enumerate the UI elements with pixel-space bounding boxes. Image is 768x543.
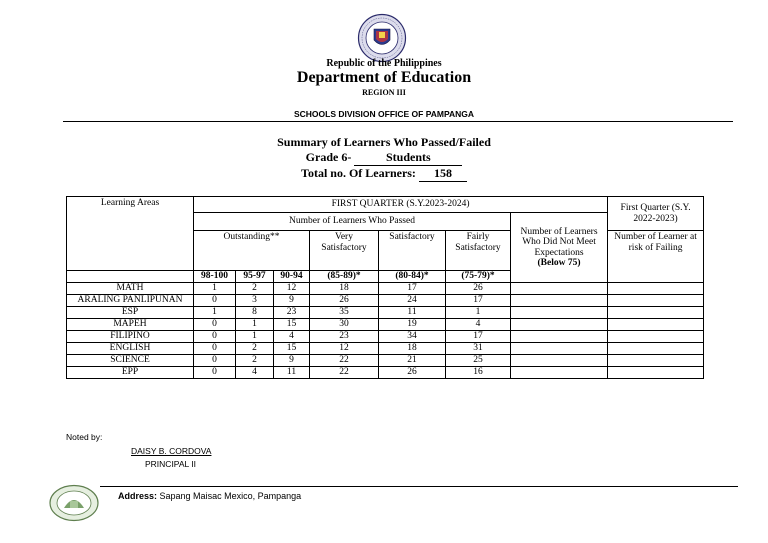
value-cell: 4 [446, 319, 511, 331]
value-cell: 23 [310, 331, 379, 343]
table-row [67, 319, 704, 331]
address-value: Sapang Maisac Mexico, Pampanga [159, 491, 302, 501]
first-quarter-header: FIRST QUARTER (S.Y.2023-2024) [194, 197, 608, 213]
table-row [67, 295, 704, 307]
value-cell: 15 [274, 319, 310, 331]
empty-cell [511, 367, 608, 379]
table-row [67, 355, 704, 367]
value-cell: 9 [274, 295, 310, 307]
address-label: Address: [118, 491, 158, 501]
division-heading: SCHOOLS DIVISION OFFICE OF PAMPANGA [293, 109, 475, 119]
area-cell: SCIENCE [67, 355, 194, 367]
empty-cell [608, 319, 704, 331]
value-cell: 30 [310, 319, 379, 331]
table-row [67, 307, 704, 319]
footer-divider [100, 486, 738, 487]
total-label: Total no. Of Learners: [301, 166, 416, 180]
value-cell: 8 [236, 307, 274, 319]
header-divider [63, 121, 733, 122]
empty-cell [511, 343, 608, 355]
learning-areas-header: Learning Areas [67, 197, 194, 271]
value-cell: 26 [310, 295, 379, 307]
first-quarter-prev-header: First Quarter (S.Y. 2022-2023) [608, 197, 704, 231]
empty-cell [511, 307, 608, 319]
learners-summary-table [66, 196, 704, 379]
value-cell: 21 [379, 355, 446, 367]
empty-cell [608, 307, 704, 319]
value-cell: 34 [379, 331, 446, 343]
value-cell: 25 [446, 355, 511, 367]
value-cell: 1 [194, 283, 236, 295]
signatory-name: DAISY B. CORDOVA [131, 446, 212, 456]
value-cell: 0 [194, 295, 236, 307]
value-cell: 12 [274, 283, 310, 295]
empty-cell [608, 295, 704, 307]
empty-cell [511, 283, 608, 295]
table-row [67, 283, 704, 295]
department-heading: Department of Education [296, 69, 472, 86]
grade-label: Grade 6- [305, 150, 352, 164]
area-cell: EPP [67, 367, 194, 379]
below-75-label: (Below 75) [537, 258, 581, 268]
value-cell: 0 [194, 343, 236, 355]
value-cell: 17 [379, 283, 446, 295]
value-cell: 4 [274, 331, 310, 343]
at-risk-header: Number of Learner at risk of Failing [608, 231, 704, 283]
grade-line [0, 150, 768, 166]
value-cell: 12 [310, 343, 379, 355]
empty-cell [608, 367, 704, 379]
range-cell: 95-97 [236, 271, 274, 283]
value-cell: 35 [310, 307, 379, 319]
value-cell: 0 [194, 355, 236, 367]
empty-cell [608, 355, 704, 367]
range-cell: (80-84)* [379, 271, 446, 283]
empty-cell [608, 283, 704, 295]
table-row [67, 343, 704, 355]
value-cell: 1 [446, 307, 511, 319]
total-value: 158 [419, 166, 467, 182]
deped-seal-logo [357, 13, 407, 63]
value-cell: 19 [379, 319, 446, 331]
area-cell: FILIPINO [67, 331, 194, 343]
value-cell: 31 [446, 343, 511, 355]
value-cell: 0 [194, 367, 236, 379]
range-cell: 90-94 [274, 271, 310, 283]
area-cell: ENGLISH [67, 343, 194, 355]
not-meet-label: Number of Learners Who Did Not Meet Expectations [520, 226, 598, 258]
total-line [0, 166, 768, 182]
value-cell: 18 [310, 283, 379, 295]
satisfactory-header: Satisfactory [379, 231, 446, 271]
empty-cell [511, 319, 608, 331]
document-title: Summary of Learners Who Passed/Failed [277, 135, 491, 149]
empty-cell [511, 295, 608, 307]
value-cell: 11 [274, 367, 310, 379]
value-cell: 2 [236, 283, 274, 295]
school-address [118, 491, 301, 501]
area-cell: ARALING PANLIPUNAN [67, 295, 194, 307]
value-cell: 0 [194, 331, 236, 343]
value-cell: 3 [236, 295, 274, 307]
school-seal-logo [48, 484, 100, 522]
value-cell: 22 [310, 367, 379, 379]
very-satisfactory-header: Very Satisfactory [310, 231, 379, 271]
region-heading: REGION III [362, 88, 406, 97]
signatory-position: PRINCIPAL II [145, 459, 197, 469]
value-cell: 18 [379, 343, 446, 355]
value-cell: 22 [310, 355, 379, 367]
value-cell: 0 [194, 319, 236, 331]
grade-value: Students [354, 150, 462, 166]
value-cell: 2 [236, 343, 274, 355]
empty-cell [608, 331, 704, 343]
fairly-satisfactory-header: Fairly Satisfactory [446, 231, 511, 271]
republic-heading: Republic of the Philippines [326, 58, 442, 69]
value-cell: 26 [446, 283, 511, 295]
value-cell: 4 [236, 367, 274, 379]
range-cell: (75-79)* [446, 271, 511, 283]
empty-cell [511, 331, 608, 343]
value-cell: 1 [194, 307, 236, 319]
value-cell: 9 [274, 355, 310, 367]
value-cell: 26 [379, 367, 446, 379]
empty-cell [608, 343, 704, 355]
value-cell: 24 [379, 295, 446, 307]
value-cell: 1 [236, 319, 274, 331]
not-meet-expectations-header [511, 213, 608, 283]
learners-passed-header: Number of Learners Who Passed [194, 213, 511, 231]
noted-by-label: Noted by: [66, 432, 103, 442]
outstanding-header: Outstanding** [194, 231, 310, 271]
value-cell: 2 [236, 355, 274, 367]
value-cell: 23 [274, 307, 310, 319]
value-cell: 16 [446, 367, 511, 379]
table-row [67, 367, 704, 379]
empty-cell [511, 355, 608, 367]
value-cell: 11 [379, 307, 446, 319]
area-cell: MAPEH [67, 319, 194, 331]
value-cell: 1 [236, 331, 274, 343]
blank-range-cell [67, 271, 194, 283]
value-cell: 15 [274, 343, 310, 355]
value-cell: 17 [446, 331, 511, 343]
area-cell: MATH [67, 283, 194, 295]
table-row [67, 331, 704, 343]
area-cell: ESP [67, 307, 194, 319]
value-cell: 17 [446, 295, 511, 307]
range-cell: (85-89)* [310, 271, 379, 283]
range-cell: 98-100 [194, 271, 236, 283]
